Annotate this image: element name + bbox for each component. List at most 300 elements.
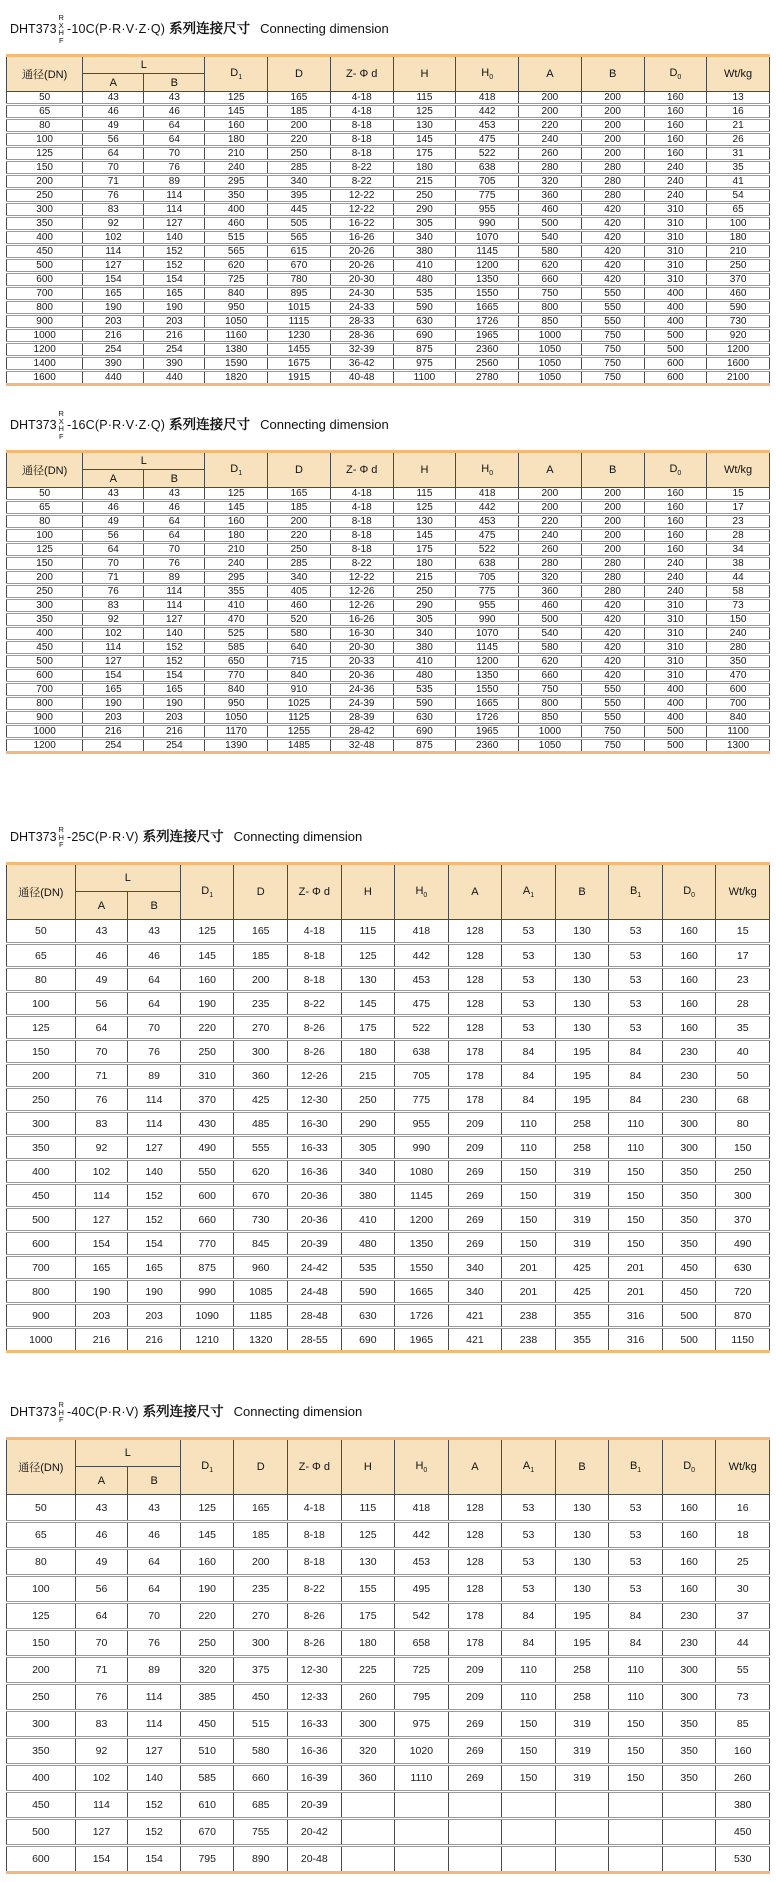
table-cell: 750 bbox=[581, 329, 644, 343]
table-cell: 125 bbox=[7, 147, 83, 161]
table-cell: 154 bbox=[75, 1846, 128, 1873]
table-cell: 1080 bbox=[395, 1160, 449, 1184]
table-cell: 165 bbox=[234, 920, 288, 944]
table-cell: 38 bbox=[707, 557, 770, 571]
model-text: DHT373 bbox=[10, 1405, 57, 1420]
table-cell: 92 bbox=[75, 1136, 128, 1160]
table-cell: 53 bbox=[502, 1549, 556, 1576]
table-cell: 65 bbox=[707, 203, 770, 217]
table-cell: 280 bbox=[581, 175, 644, 189]
table-cell: 8-22 bbox=[330, 161, 393, 175]
table-cell: 900 bbox=[7, 1304, 76, 1328]
variant-letter: R bbox=[58, 825, 64, 835]
table-cell: 36-42 bbox=[330, 357, 393, 371]
table-cell: 209 bbox=[448, 1657, 502, 1684]
table-row bbox=[7, 287, 770, 301]
table-cell: 125 bbox=[180, 1495, 234, 1522]
table-cell: 310 bbox=[644, 641, 707, 655]
table-cell: 80 bbox=[7, 515, 83, 529]
table-header-cell: B bbox=[144, 74, 205, 92]
table-cell: 225 bbox=[341, 1657, 395, 1684]
table-cell: 190 bbox=[144, 301, 205, 315]
table-cell: 319 bbox=[555, 1160, 609, 1184]
section-title bbox=[10, 818, 770, 856]
table-cell: 480 bbox=[393, 273, 456, 287]
table-cell: 350 bbox=[662, 1738, 716, 1765]
table-cell: 590 bbox=[393, 697, 456, 711]
table-cell: 80 bbox=[716, 1112, 770, 1136]
table-cell: 316 bbox=[609, 1328, 663, 1352]
table-row bbox=[7, 1016, 770, 1040]
table-row bbox=[7, 1522, 770, 1549]
section-title bbox=[10, 1393, 770, 1431]
table-row bbox=[7, 697, 770, 711]
table-row bbox=[7, 920, 770, 944]
table-cell: 46 bbox=[75, 944, 128, 968]
table-cell: 470 bbox=[707, 669, 770, 683]
table-cell: 875 bbox=[180, 1256, 234, 1280]
table-cell: 80 bbox=[7, 1549, 76, 1576]
table-cell: 220 bbox=[180, 1016, 234, 1040]
table-row bbox=[7, 203, 770, 217]
table-cell: 49 bbox=[75, 968, 128, 992]
table-cell: 460 bbox=[268, 599, 331, 613]
table-cell: 442 bbox=[395, 1522, 449, 1549]
section-10c bbox=[6, 10, 770, 386]
table-cell: 450 bbox=[662, 1280, 716, 1304]
table-cell: 203 bbox=[83, 711, 144, 725]
table-cell: 125 bbox=[205, 92, 268, 105]
table-cell: 730 bbox=[707, 315, 770, 329]
table-cell: 53 bbox=[609, 1016, 663, 1040]
table-cell: 690 bbox=[393, 329, 456, 343]
table-cell: 20-26 bbox=[330, 259, 393, 273]
table-cell: 445 bbox=[268, 203, 331, 217]
table-cell: 114 bbox=[144, 585, 205, 599]
table-cell: 340 bbox=[393, 627, 456, 641]
table-header-cell: L bbox=[83, 452, 205, 470]
table-cell: 420 bbox=[581, 655, 644, 669]
table-cell: 150 bbox=[609, 1711, 663, 1738]
table-cell: 290 bbox=[393, 599, 456, 613]
table-cell: 300 bbox=[662, 1657, 716, 1684]
table-cell: 800 bbox=[519, 697, 582, 711]
table-cell: 975 bbox=[393, 357, 456, 371]
table-row bbox=[7, 725, 770, 739]
table-cell: 500 bbox=[7, 259, 83, 273]
table-cell: 175 bbox=[341, 1016, 395, 1040]
table-cell: 400 bbox=[644, 301, 707, 315]
table-header-cell: $B_1$ bbox=[609, 1439, 663, 1495]
table-cell: 720 bbox=[716, 1280, 770, 1304]
table-cell: 350 bbox=[662, 1208, 716, 1232]
table-header-cell: H bbox=[341, 864, 395, 920]
table-cell: 201 bbox=[502, 1280, 556, 1304]
table-row bbox=[7, 944, 770, 968]
table-cell: 250 bbox=[7, 585, 83, 599]
table-cell: 209 bbox=[448, 1136, 502, 1160]
table-cell: 285 bbox=[268, 557, 331, 571]
table-cell: 260 bbox=[519, 147, 582, 161]
pressure-class-text: -16C(P·R·V·Z·Q) bbox=[66, 418, 166, 433]
table-cell: 16-26 bbox=[330, 613, 393, 627]
table-cell: 130 bbox=[555, 992, 609, 1016]
table-cell: 350 bbox=[662, 1232, 716, 1256]
table-cell: 53 bbox=[609, 1549, 663, 1576]
table-cell: 705 bbox=[456, 175, 519, 189]
table-cell: 254 bbox=[144, 343, 205, 357]
table-cell: 53 bbox=[609, 1576, 663, 1603]
table-cell: 1000 bbox=[7, 1328, 76, 1352]
table-cell: 215 bbox=[341, 1064, 395, 1088]
table-header-cell: D bbox=[234, 864, 288, 920]
table-cell: 1726 bbox=[456, 315, 519, 329]
table-header-cell: L bbox=[75, 864, 180, 892]
table-cell: 200 bbox=[581, 119, 644, 133]
table-cell: 28-42 bbox=[330, 725, 393, 739]
table-cell: 215 bbox=[393, 571, 456, 585]
table-cell: 630 bbox=[393, 315, 456, 329]
variant-letter: H bbox=[58, 28, 64, 37]
table-cell bbox=[395, 1819, 449, 1846]
table-cell: 28-33 bbox=[330, 315, 393, 329]
table-cell: 590 bbox=[341, 1280, 395, 1304]
table-cell: 53 bbox=[502, 1576, 556, 1603]
table-cell: 53 bbox=[502, 1522, 556, 1549]
table-header-cell: H bbox=[341, 1439, 395, 1495]
table-cell: 71 bbox=[83, 571, 144, 585]
table-row bbox=[7, 711, 770, 725]
table-cell: 300 bbox=[7, 1112, 76, 1136]
table-cell: 320 bbox=[519, 571, 582, 585]
table-cell: 460 bbox=[707, 287, 770, 301]
table-row bbox=[7, 599, 770, 613]
table-header-cell: D bbox=[268, 56, 331, 92]
table-cell: 24-30 bbox=[330, 287, 393, 301]
table-cell: 310 bbox=[644, 613, 707, 627]
table-cell: 80 bbox=[7, 968, 76, 992]
table-cell: 89 bbox=[144, 175, 205, 189]
table-cell: 470 bbox=[205, 613, 268, 627]
table-cell: 8-18 bbox=[288, 1549, 342, 1576]
table-cell: 630 bbox=[393, 711, 456, 725]
dimension-table bbox=[6, 862, 770, 1353]
table-cell: 270 bbox=[234, 1016, 288, 1040]
table-cell: 24-48 bbox=[288, 1280, 342, 1304]
table-cell: 254 bbox=[83, 739, 144, 753]
table-cell: 128 bbox=[448, 1549, 502, 1576]
table-cell: 195 bbox=[555, 1088, 609, 1112]
table-cell: 24-33 bbox=[330, 301, 393, 315]
table-cell: 1200 bbox=[7, 739, 83, 753]
table-cell: 165 bbox=[83, 683, 144, 697]
table-cell: 127 bbox=[144, 217, 205, 231]
table-cell: 150 bbox=[502, 1184, 556, 1208]
table-cell: 145 bbox=[393, 133, 456, 147]
table-cell: 130 bbox=[555, 1495, 609, 1522]
table-cell bbox=[662, 1792, 716, 1819]
table-row bbox=[7, 1765, 770, 1792]
table-header-cell: A bbox=[75, 892, 128, 920]
table-cell: 152 bbox=[128, 1819, 181, 1846]
table-cell: 700 bbox=[707, 697, 770, 711]
table-cell: 16-22 bbox=[330, 217, 393, 231]
table-cell: 115 bbox=[393, 92, 456, 105]
table-cell: 4-18 bbox=[330, 105, 393, 119]
table-cell: 305 bbox=[393, 613, 456, 627]
table-cell: 200 bbox=[581, 515, 644, 529]
table-cell: 400 bbox=[644, 697, 707, 711]
table-cell: 350 bbox=[662, 1765, 716, 1792]
table-cell: 185 bbox=[234, 1522, 288, 1549]
table-cell: 300 bbox=[341, 1711, 395, 1738]
table-cell: 28-39 bbox=[330, 711, 393, 725]
table-cell: 260 bbox=[341, 1684, 395, 1711]
table-cell: 280 bbox=[519, 161, 582, 175]
table-row bbox=[7, 1160, 770, 1184]
table-cell: 535 bbox=[393, 683, 456, 697]
table-cell: 280 bbox=[707, 641, 770, 655]
table-cell: 200 bbox=[7, 1657, 76, 1684]
table-cell: 500 bbox=[662, 1304, 716, 1328]
model-text: DHT373 bbox=[10, 830, 57, 845]
table-cell: 1000 bbox=[7, 329, 83, 343]
table-cell: 360 bbox=[519, 585, 582, 599]
table-cell: 43 bbox=[83, 488, 144, 501]
table-cell: 340 bbox=[448, 1280, 502, 1304]
section-16c bbox=[6, 406, 770, 754]
table-cell: 1015 bbox=[268, 301, 331, 315]
table-cell: 195 bbox=[555, 1040, 609, 1064]
table-cell: 178 bbox=[448, 1088, 502, 1112]
table-cell: 730 bbox=[234, 1208, 288, 1232]
table-cell: 1160 bbox=[205, 329, 268, 343]
table-cell: 20-30 bbox=[330, 273, 393, 287]
table-cell: 150 bbox=[502, 1738, 556, 1765]
table-cell: 450 bbox=[7, 641, 83, 655]
table-cell: 127 bbox=[144, 613, 205, 627]
table-cell: 160 bbox=[644, 529, 707, 543]
table-cell: 750 bbox=[581, 343, 644, 357]
table-cell: 4-18 bbox=[330, 92, 393, 105]
table-header-cell: B bbox=[555, 1439, 609, 1495]
table-cell: 750 bbox=[581, 725, 644, 739]
table-cell: 380 bbox=[393, 641, 456, 655]
table-cell: 46 bbox=[75, 1522, 128, 1549]
table-cell: 16 bbox=[707, 105, 770, 119]
table-cell: 254 bbox=[144, 739, 205, 753]
table-cell: 128 bbox=[448, 944, 502, 968]
table-cell: 300 bbox=[662, 1136, 716, 1160]
table-cell: 64 bbox=[144, 515, 205, 529]
variant-letter: X bbox=[58, 20, 64, 30]
table-cell: 24-39 bbox=[330, 697, 393, 711]
table-cell: 8-18 bbox=[288, 1522, 342, 1549]
table-cell: 100 bbox=[7, 133, 83, 147]
table-cell: 355 bbox=[555, 1328, 609, 1352]
table-cell: 130 bbox=[341, 968, 395, 992]
table-row bbox=[7, 613, 770, 627]
table-cell: 65 bbox=[7, 944, 76, 968]
table-cell: 515 bbox=[234, 1711, 288, 1738]
table-cell: 23 bbox=[716, 968, 770, 992]
table-cell: 700 bbox=[7, 287, 83, 301]
table-cell: 70 bbox=[83, 557, 144, 571]
table-cell: 8-26 bbox=[288, 1630, 342, 1657]
table-cell: 230 bbox=[662, 1603, 716, 1630]
table-cell: 150 bbox=[707, 613, 770, 627]
table-cell: 16 bbox=[716, 1495, 770, 1522]
table-cell: 240 bbox=[644, 161, 707, 175]
table-cell: 320 bbox=[180, 1657, 234, 1684]
table-row bbox=[7, 217, 770, 231]
table-cell: 203 bbox=[128, 1304, 181, 1328]
table-cell: 2560 bbox=[456, 357, 519, 371]
variant-letter: F bbox=[58, 1415, 64, 1425]
table-header-cell: L bbox=[75, 1439, 180, 1467]
table-cell: 128 bbox=[448, 1495, 502, 1522]
table-cell: 165 bbox=[128, 1256, 181, 1280]
table-cell: 195 bbox=[555, 1603, 609, 1630]
table-cell: 685 bbox=[234, 1792, 288, 1819]
table-cell: 160 bbox=[205, 515, 268, 529]
table-cell: 585 bbox=[205, 641, 268, 655]
table-cell: 140 bbox=[144, 627, 205, 641]
table-cell: 180 bbox=[393, 161, 456, 175]
table-cell: 128 bbox=[448, 920, 502, 944]
table-cell: 975 bbox=[395, 1711, 449, 1738]
table-header-cell: $D_0$ bbox=[662, 864, 716, 920]
table-row bbox=[7, 175, 770, 189]
table-row bbox=[7, 1846, 770, 1873]
table-cell: 400 bbox=[644, 711, 707, 725]
table-cell: 421 bbox=[448, 1304, 502, 1328]
table-row bbox=[7, 259, 770, 273]
table-cell: 20-48 bbox=[288, 1846, 342, 1873]
table-cell bbox=[448, 1792, 502, 1819]
table-cell: 535 bbox=[341, 1256, 395, 1280]
table-cell: 442 bbox=[456, 501, 519, 515]
table-cell: 500 bbox=[644, 329, 707, 343]
table-cell: 240 bbox=[707, 627, 770, 641]
table-cell: 350 bbox=[7, 613, 83, 627]
table-cell: 500 bbox=[7, 1819, 76, 1846]
table-cell: 1050 bbox=[519, 371, 582, 385]
table-cell: 200 bbox=[268, 119, 331, 133]
table-cell: 150 bbox=[7, 161, 83, 175]
table-cell: 46 bbox=[144, 501, 205, 515]
table-cell: 180 bbox=[341, 1630, 395, 1657]
table-cell: 850 bbox=[519, 711, 582, 725]
table-cell: 216 bbox=[83, 329, 144, 343]
table-cell: 260 bbox=[519, 543, 582, 557]
table-cell: 750 bbox=[519, 287, 582, 301]
table-cell: 250 bbox=[7, 1088, 76, 1112]
table-cell: 1020 bbox=[395, 1738, 449, 1765]
table-cell: 490 bbox=[180, 1136, 234, 1160]
table-cell: 750 bbox=[519, 683, 582, 697]
table-cell: 150 bbox=[609, 1208, 663, 1232]
table-cell: 125 bbox=[180, 920, 234, 944]
table-cell: 535 bbox=[393, 287, 456, 301]
table-cell: 115 bbox=[393, 488, 456, 501]
table-cell bbox=[448, 1819, 502, 1846]
table-cell: 140 bbox=[128, 1765, 181, 1792]
table-cell: 638 bbox=[395, 1040, 449, 1064]
table-cell: 1100 bbox=[393, 371, 456, 385]
table-cell: 71 bbox=[75, 1657, 128, 1684]
table-cell: 150 bbox=[7, 557, 83, 571]
table-cell: 16-30 bbox=[288, 1112, 342, 1136]
table-cell: 200 bbox=[519, 501, 582, 515]
table-cell: 280 bbox=[581, 161, 644, 175]
table-cell: 750 bbox=[581, 371, 644, 385]
table-cell: 195 bbox=[555, 1064, 609, 1088]
table-cell: 64 bbox=[128, 968, 181, 992]
table-header-cell: 通径(DN) bbox=[7, 864, 76, 920]
table-cell: 71 bbox=[75, 1064, 128, 1088]
table-cell: 895 bbox=[268, 287, 331, 301]
table-cell: 2100 bbox=[707, 371, 770, 385]
table-cell: 580 bbox=[519, 245, 582, 259]
table-cell: 125 bbox=[341, 1522, 395, 1549]
table-cell: 660 bbox=[519, 273, 582, 287]
table-cell: 130 bbox=[393, 515, 456, 529]
table-cell: 450 bbox=[662, 1256, 716, 1280]
table-row bbox=[7, 1328, 770, 1352]
table-cell: 258 bbox=[555, 1136, 609, 1160]
pressure-class-text: -25C(P·R·V) bbox=[66, 830, 139, 845]
table-row bbox=[7, 1684, 770, 1711]
table-cell bbox=[555, 1792, 609, 1819]
table-cell: 580 bbox=[268, 627, 331, 641]
table-cell: 400 bbox=[7, 627, 83, 641]
table-header-cell: $A_1$ bbox=[502, 1439, 556, 1495]
table-cell: 12-22 bbox=[330, 203, 393, 217]
table-cell: 216 bbox=[83, 725, 144, 739]
table-cell: 130 bbox=[555, 1549, 609, 1576]
table-cell: 83 bbox=[75, 1711, 128, 1738]
table-cell: 115 bbox=[341, 1495, 395, 1522]
table-cell: 360 bbox=[519, 189, 582, 203]
table-cell: 180 bbox=[707, 231, 770, 245]
table-cell: 910 bbox=[268, 683, 331, 697]
table-cell: 1300 bbox=[707, 739, 770, 753]
table-header-cell: $H_0$ bbox=[395, 1439, 449, 1495]
table-cell: 200 bbox=[581, 147, 644, 161]
table-row bbox=[7, 1232, 770, 1256]
table-cell: 840 bbox=[268, 669, 331, 683]
table-cell: 201 bbox=[502, 1256, 556, 1280]
table-cell: 515 bbox=[205, 231, 268, 245]
table-cell: 65 bbox=[7, 1522, 76, 1549]
table-header-cell: Z- Φ d bbox=[288, 864, 342, 920]
table-row bbox=[7, 543, 770, 557]
table-cell: 850 bbox=[519, 315, 582, 329]
section-40c bbox=[6, 1393, 770, 1874]
table-cell: 150 bbox=[502, 1765, 556, 1792]
table-row bbox=[7, 515, 770, 529]
table-cell: 152 bbox=[144, 655, 205, 669]
table-cell: 725 bbox=[205, 273, 268, 287]
table-cell: 418 bbox=[395, 920, 449, 944]
table-cell: 600 bbox=[644, 357, 707, 371]
table-row bbox=[7, 1304, 770, 1328]
table-cell: 990 bbox=[180, 1280, 234, 1304]
table-cell: 178 bbox=[448, 1630, 502, 1657]
table-cell: 700 bbox=[7, 683, 83, 697]
table-cell: 442 bbox=[395, 944, 449, 968]
